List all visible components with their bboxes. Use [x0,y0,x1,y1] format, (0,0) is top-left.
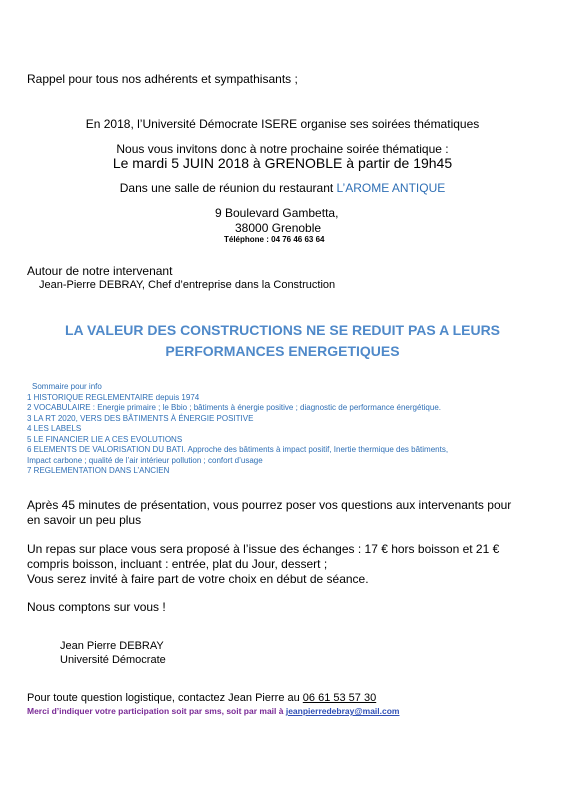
qa-line-1: Après 45 minutes de présentation, vous pourrez poser vos questions aux intervenants pour [27,498,512,512]
contact-prefix: Pour toute question logistique, contactez Jean Pierre au [27,692,303,704]
summary-item: 2 VOCABULAIRE : Energie primaire ; le Bbio ; bâtiments à énergie positive ; diagnostic de performance énergétique. [27,403,441,412]
summary-item: 1 HISTORIQUE REGLEMENTAIRE depuis 1974 [27,392,200,402]
qa-line-2: en savoir un peu plus [27,513,142,527]
rsvp-prefix: Merci d’indiquer votre participation soit par sms, soit par mail à [27,706,286,716]
invite-line-1: Nous vous invitons donc à notre prochaine soirée thématique : [116,142,449,156]
summary-item: 7 REGLEMENTATION DANS L’ANCIEN [27,466,170,475]
summary-item: 4 LES LABELS [27,424,82,433]
greeting: Rappel pour tous nos adhérents et sympathisants ; [27,72,298,86]
venue-line [0,181,565,195]
summary-list [27,382,547,477]
closing: Nous comptons sur vous ! [27,600,166,614]
venue-name: L’AROME ANTIQUE [336,181,446,195]
address-phone: Téléphone : 04 76 46 63 64 [224,235,325,244]
rsvp-line [27,706,400,716]
talk-title-line-1: LA VALEUR DES CONSTRUCTIONS NE SE REDUIT PAS A LEURS [64,322,501,338]
meal-line-1: Un repas sur place vous sera proposé à l’issue des échanges : 17 € hors boisson et 21 € [27,542,500,556]
summary-item: 3 LA RT 2020, VERS DES BÂTIMENTS À ÉNERGIE POSITIVE [27,413,254,423]
event-date-line: Le mardi 5 JUIN 2018 à GRENOBLE à partir de 19h45 [112,155,453,171]
talk-title-line-2: PERFORMANCES ENERGETIQUES [165,343,400,359]
summary-heading: Sommaire pour info [32,382,102,391]
summary-item: 6 ELEMENTS DE VALORISATION DU BATI. Approche des bâtiments à impact positif, Inertie thermique des bâtiments, [27,445,449,454]
venue-prefix: Dans une salle de réunion du restaurant [119,181,337,195]
meal-line-2: compris boisson, incluant : entrée, plat du Jour, dessert ; [27,557,328,571]
address-street: 9 Boulevard Gambetta, [215,206,339,220]
speaker-name: Jean-Pierre DEBRAY, Chef d’entreprise dans la Construction [39,279,336,291]
rsvp-email-link[interactable]: jeanpierredebray@mail.com [285,706,400,716]
address-city: 38000 Grenoble [235,221,322,235]
signature-name: Jean Pierre DEBRAY [60,640,164,652]
signature-org: Université Démocrate [60,654,166,666]
speaker-heading: Autour de notre intervenant [27,264,173,278]
summary-item: 5 LE FINANCIER LIE A CES EVOLUTIONS [27,434,183,444]
intro: En 2018, l’Université Démocrate ISERE organise ses soirées thématiques [85,117,480,131]
contact-phone-link[interactable]: 06 61 53 57 30 [302,692,377,704]
summary-item: Impact carbone ; qualité de l’air intérieur pollution ; confort d’usage [27,455,263,465]
contact-line [27,692,376,704]
meal-line-3: Vous serez invité à faire part de votre choix en début de séance. [27,572,369,586]
